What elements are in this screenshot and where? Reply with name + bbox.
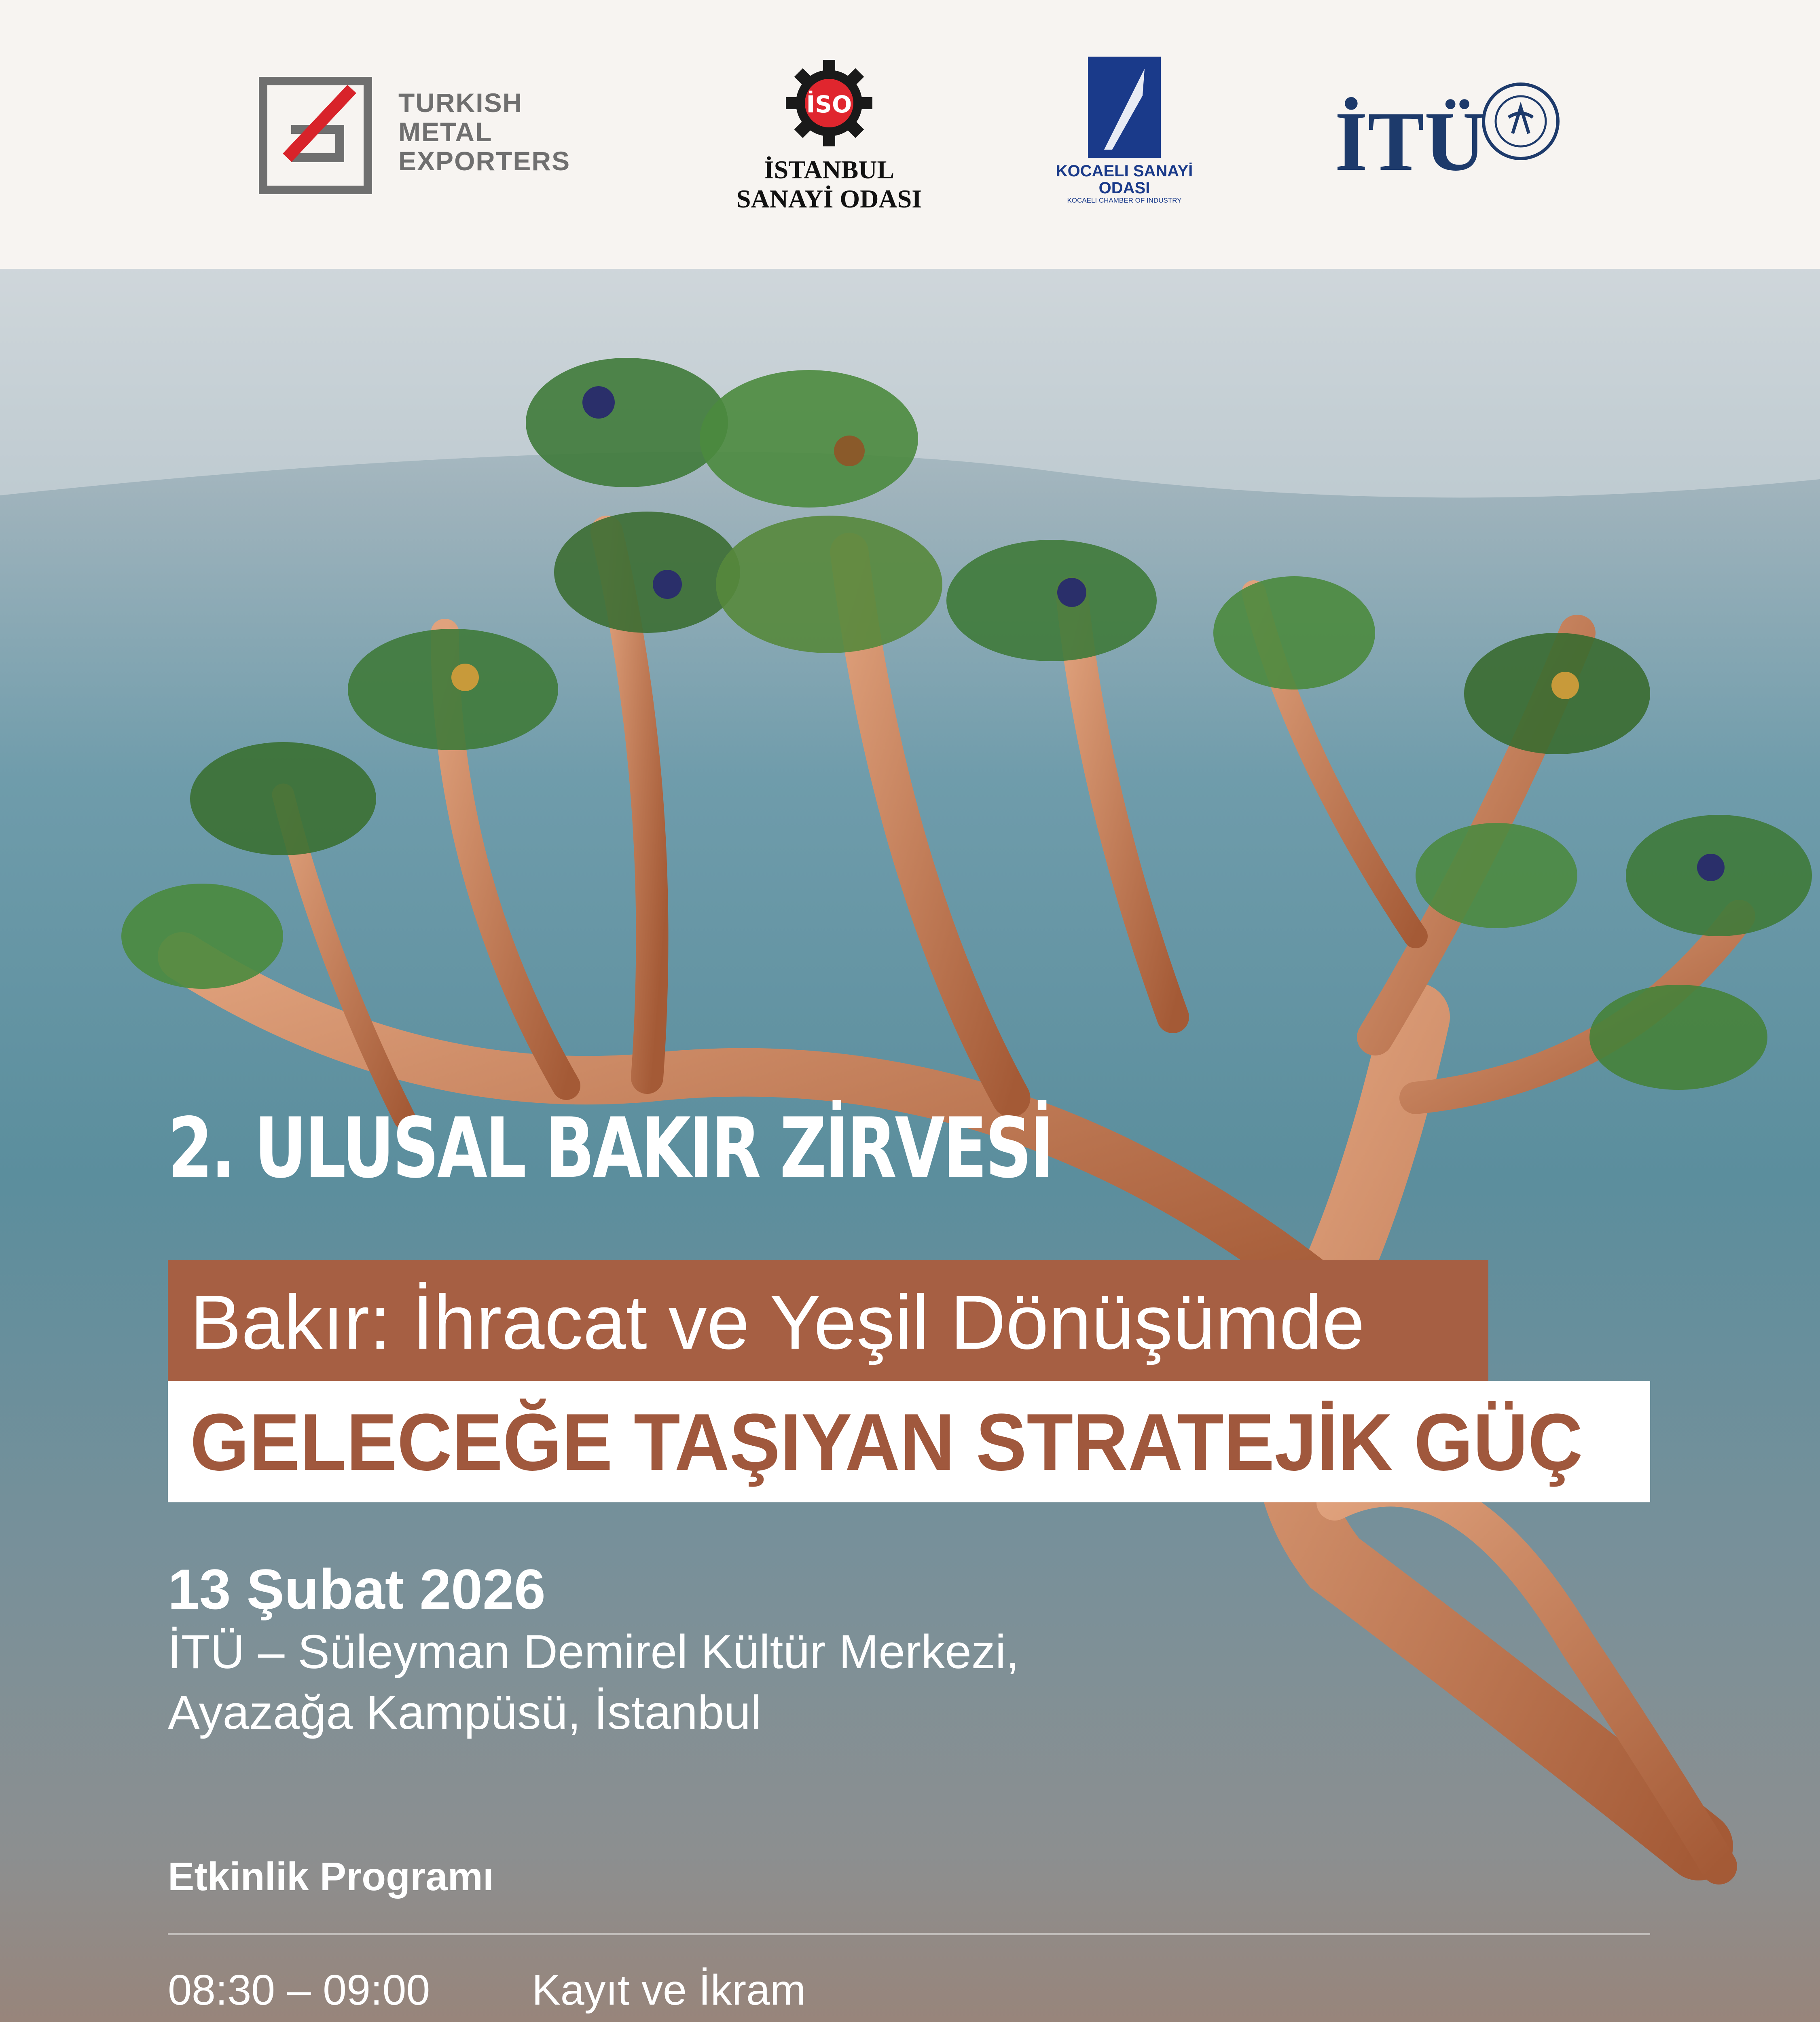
program-row [168, 1933, 1650, 2022]
tme-line-1: TURKISH [398, 88, 523, 118]
itu-seal-icon [1480, 69, 1561, 174]
event-program [168, 1852, 1650, 2022]
iso-line-2: SANAYİ ODASI [736, 184, 922, 213]
event-title: 2. ULUSAL BAKIR ZİRVESİ [168, 1100, 1052, 1197]
program-heading: Etkinlik Programı [168, 1854, 494, 1899]
iso-badge-text: İSO [806, 91, 852, 118]
turkish-metal-exporters-logo [259, 77, 582, 194]
iso-gear-icon [783, 57, 876, 150]
subtitle-box [168, 1381, 1650, 1502]
iso-line-1: İSTANBUL [764, 155, 895, 184]
kso-sail-icon [1088, 57, 1161, 158]
program-time: 08:30 – 09:00 [168, 1966, 430, 2014]
kso-name: KOCAELI SANAYİ ODASI [1056, 162, 1193, 197]
istanbul-sanayi-odasi-logo [704, 57, 954, 226]
program-line: Kayıt ve İkram [532, 1966, 806, 2014]
itu-logo [1335, 69, 1561, 206]
kocaeli-sanayi-odasi-logo [1043, 57, 1205, 218]
subtitle-bar [168, 1260, 1488, 1381]
event-date: 13 Şubat 2026 [168, 1557, 546, 1621]
subtitle-line-1: Bakır: İhracat ve Yeşil Dönüşümde [190, 1280, 1365, 1365]
tme-line-3: EXPORTERS [398, 146, 571, 176]
program-description [532, 1963, 1650, 2017]
tme-line-2: METAL [398, 117, 493, 147]
venue-line-2: Ayazağa Kampüsü, İstanbul [168, 1686, 762, 1739]
tme-emblem-icon [259, 77, 372, 194]
subtitle-line-2: GELECEĞE TAŞIYAN STRATEJİK GÜÇ [190, 1397, 1583, 1487]
kso-subtitle: KOCAELI CHAMBER OF INDUSTRY [1067, 197, 1182, 204]
itu-wordmark: İTÜ [1335, 95, 1486, 188]
logo-header [0, 0, 1820, 269]
venue-line-1: İTÜ – Süleyman Demirel Kültür Merkezi, [168, 1625, 1019, 1679]
